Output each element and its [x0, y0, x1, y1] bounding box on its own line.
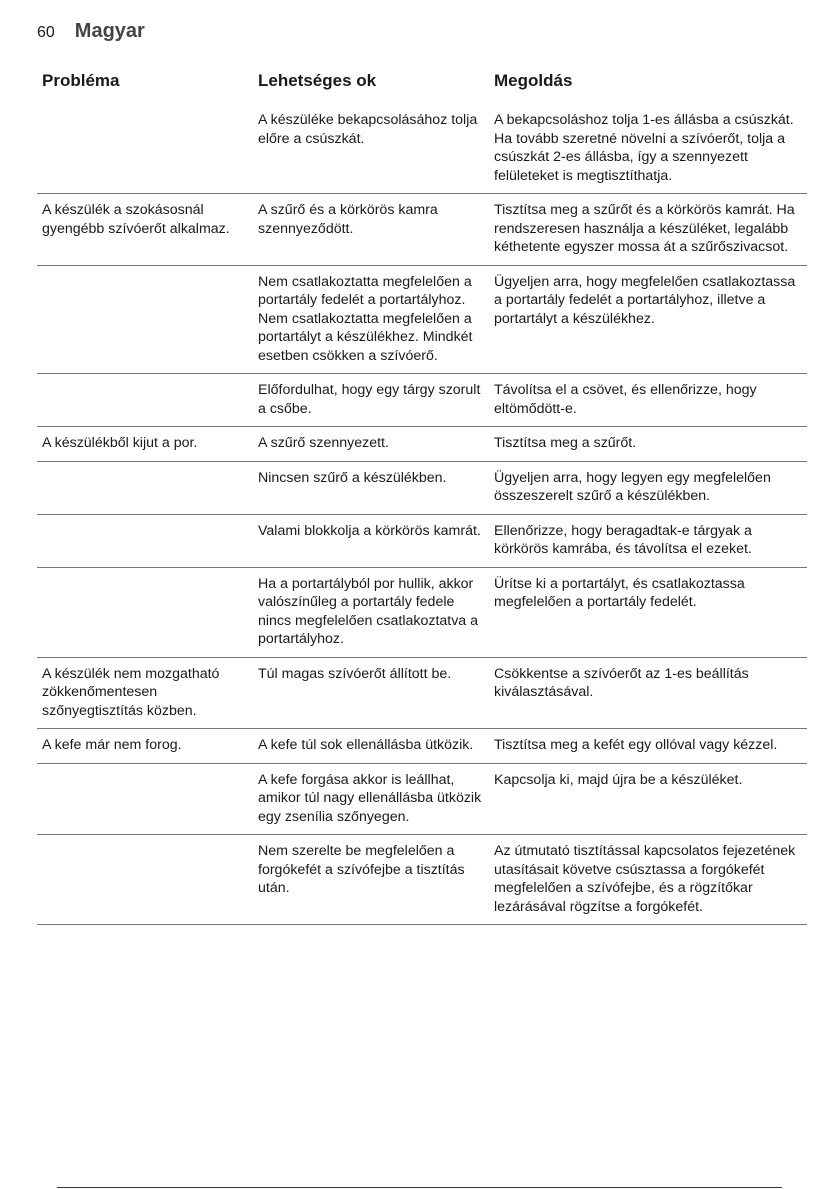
cell-solution: Tisztítsa meg a kefét egy ollóval vagy kézzel. — [489, 729, 807, 764]
cell-problem — [37, 104, 253, 194]
cell-problem — [37, 763, 253, 835]
cell-problem: A készülék a szokásosnál gyengébb szívóerőt alkalmaz. — [37, 194, 253, 266]
header-problem: Probléma — [42, 71, 120, 90]
cell-problem: A kefe már nem forog. — [37, 729, 253, 764]
language-title: Magyar — [74, 20, 145, 42]
cell-cause: Ha a portartályból por hullik, akkor valószínűleg a portartály fedele nincs megfelelően csatlakoztatva a portartályhoz. — [253, 567, 489, 657]
header-solution: Megoldás — [494, 71, 573, 90]
cell-solution: Ellenőrizze, hogy beragadtak-e tárgyak a körkörös kamrába, és távolítsa el ezeket. — [489, 514, 807, 567]
cell-solution: Távolítsa el a csövet, és ellenőrizze, hogy eltömődött-e. — [489, 374, 807, 427]
cell-solution: Tisztítsa meg a szűrőt. — [489, 427, 807, 462]
table-row — [37, 763, 807, 835]
table-row — [37, 567, 807, 657]
table-row — [37, 835, 807, 925]
cell-solution: Csökkentse a szívóerőt az 1-es beállítás kiválasztásával. — [489, 657, 807, 729]
cell-problem — [37, 461, 253, 514]
cell-cause: A szűrő és a körkörös kamra szennyeződött. — [253, 194, 489, 266]
cell-problem — [37, 265, 253, 374]
cell-solution: Tisztítsa meg a szűrőt és a körkörös kamrát. Ha rendszeresen használja a készüléket, legalább kéthetente egyszer mossa át a szűrőszivacsot. — [489, 194, 807, 266]
cell-problem: A készülékből kijut a por. — [37, 427, 253, 462]
cell-cause: A kefe forgása akkor is leállhat, amikor túl nagy ellenállásba ütközik egy zsenília szőnyegen. — [253, 763, 489, 835]
cell-problem — [37, 835, 253, 925]
table-row — [37, 657, 807, 729]
troubleshooting-table — [37, 66, 807, 925]
table-row — [37, 104, 807, 194]
table-row — [37, 427, 807, 462]
page-number: 60 — [37, 24, 55, 41]
cell-solution: Ürítse ki a portartályt, és csatlakoztassa megfelelően a portartály fedelét. — [489, 567, 807, 657]
cell-cause: A készüléke bekapcsolásához tolja előre a csúszkát. — [253, 104, 489, 194]
cell-solution: Kapcsolja ki, majd újra be a készüléket. — [489, 763, 807, 835]
cell-cause: A kefe túl sok ellenállásba ütközik. — [253, 729, 489, 764]
cell-cause: Nem szerelte be megfelelően a forgókefét a szívófejbe a tisztítás után. — [253, 835, 489, 925]
cell-solution: Ügyeljen arra, hogy legyen egy megfelelően összeszerelt szűrő a készülékben. — [489, 461, 807, 514]
cell-solution: Az útmutató tisztítással kapcsolatos fejezetének utasításait követve csúsztassa a forgókefét megfelelően a szívófejbe, és a rögzítőkar lezárásával rögzítse a forgókefét. — [489, 835, 807, 925]
cell-problem: A készülék nem mozgatható zökkenőmentesen szőnyegtisztítás közben. — [37, 657, 253, 729]
header-cause: Lehetséges ok — [258, 71, 377, 90]
cell-cause: Nem csatlakoztatta megfelelően a portartály fedelét a portartályhoz. Nem csatlakoztatta megfelelően a portartályt a készülékhez. Mindkét esetben csökken a szívóerő. — [253, 265, 489, 374]
page-header — [37, 20, 145, 43]
table-header-row — [37, 66, 807, 104]
cell-cause: Valami blokkolja a körkörös kamrát. — [253, 514, 489, 567]
cell-solution: Ügyeljen arra, hogy megfelelően csatlakoztassa a portartály fedelét a portartályhoz, illetve a portartályt a készülékhez. — [489, 265, 807, 374]
table-row — [37, 729, 807, 764]
table-row — [37, 461, 807, 514]
cell-solution: A bekapcsoláshoz tolja 1-es állásba a csúszkát. Ha tovább szeretné növelni a szívóerőt, tolja a csúszkát 2-es állásba, így a szennyezett felületeket is megtisztíthatja. — [489, 104, 807, 194]
cell-problem — [37, 374, 253, 427]
cell-cause: Túl magas szívóerőt állított be. — [253, 657, 489, 729]
table-row — [37, 265, 807, 374]
cell-problem — [37, 567, 253, 657]
table-row — [37, 374, 807, 427]
cell-problem — [37, 514, 253, 567]
cell-cause: Nincsen szűrő a készülékben. — [253, 461, 489, 514]
cell-cause: Előfordulhat, hogy egy tárgy szorult a csőbe. — [253, 374, 489, 427]
cell-cause: A szűrő szennyezett. — [253, 427, 489, 462]
table-row — [37, 514, 807, 567]
table-row — [37, 194, 807, 266]
footer-divider — [57, 1187, 782, 1188]
